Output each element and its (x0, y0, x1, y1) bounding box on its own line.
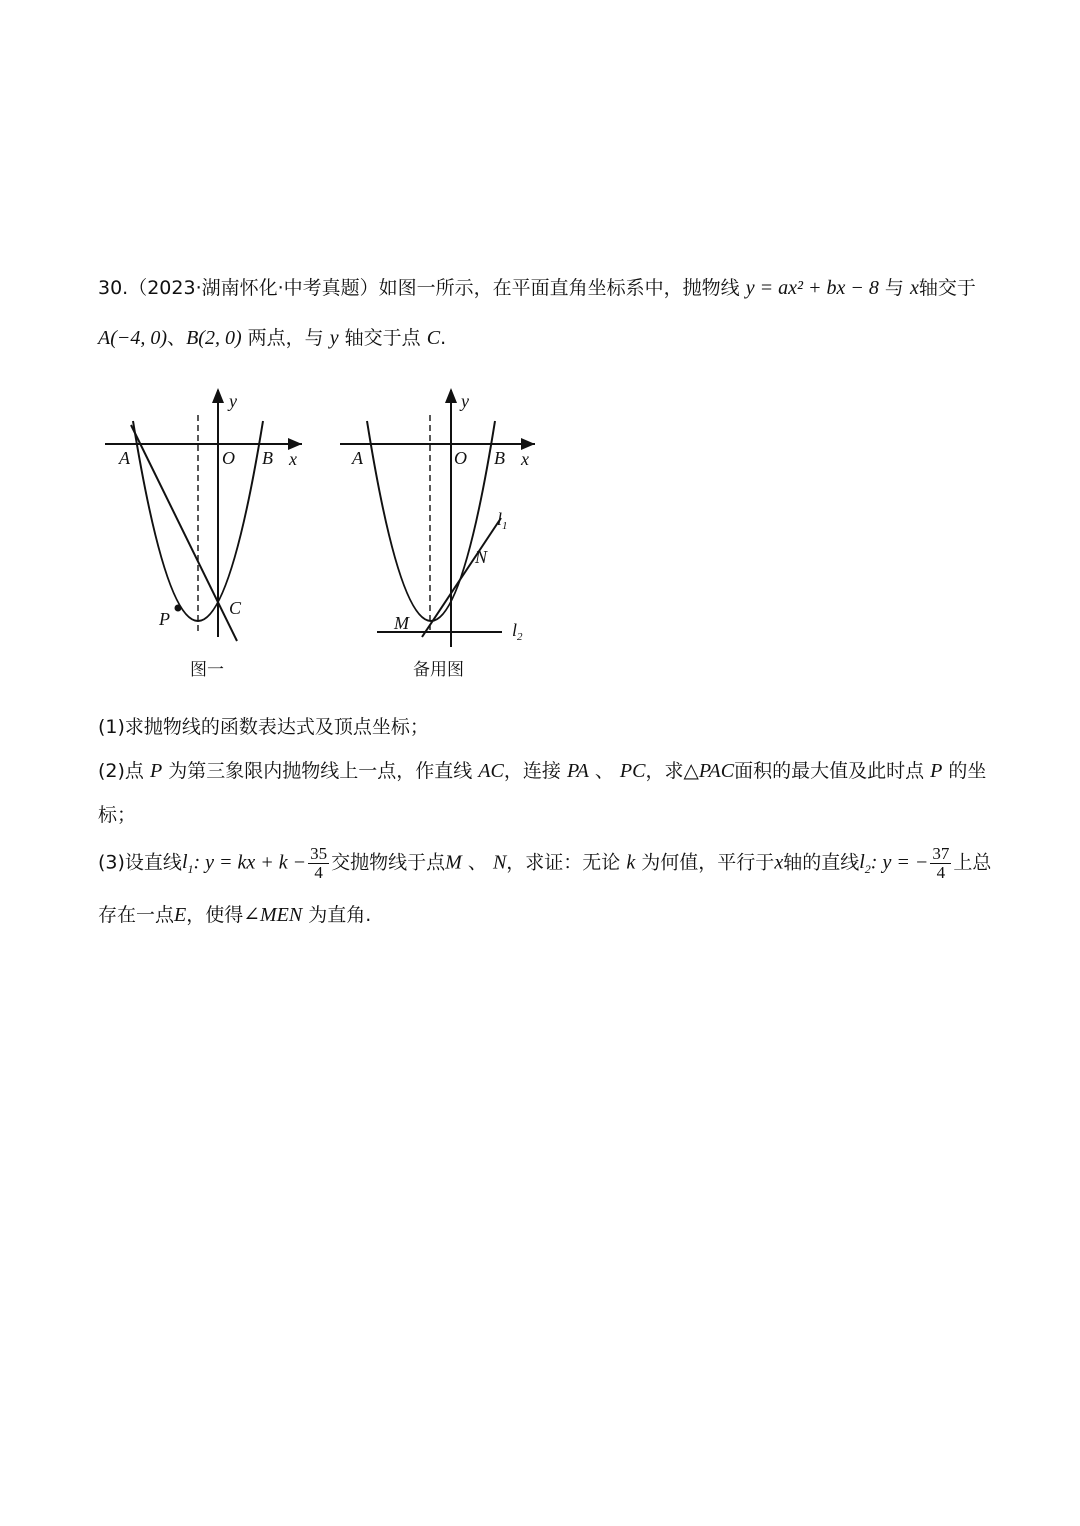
q2-triangle: △PAC (683, 760, 735, 782)
q1-text: 求抛物线的函数表达式及顶点坐标； (124, 716, 429, 738)
fig2-label-x: x (521, 449, 529, 469)
problem-intro-text-3: 轴交于 (918, 277, 976, 299)
q3-text-4: ，求证：无论 (506, 851, 621, 874)
q3-text-10: 为直角. (308, 904, 372, 926)
question-2-line-1 (98, 761, 986, 781)
fig2-label-l1: $l_1$ (497, 509, 508, 532)
q3-text-1: 设直线 (124, 851, 182, 874)
problem-line-1 (98, 278, 976, 298)
q2-text-1: 点 (124, 760, 144, 782)
problem-intro-text-2: 与 (884, 277, 904, 299)
point-b: B(2, 0) (186, 327, 242, 349)
q3-point-e: E (174, 904, 187, 926)
q3-text-5: 为何值，平行于 (641, 851, 775, 874)
fig2-label-l2: $l_2$ (512, 620, 523, 643)
point-c: C (426, 327, 441, 349)
problem-line-2 (98, 328, 446, 348)
q2-text-4: 、 (594, 760, 614, 782)
q3-line-l1: $l_1$ (181, 851, 194, 877)
question-1 (98, 718, 429, 737)
q3-fraction-35-4: $\frac{35}{4}$ (310, 844, 328, 882)
q3-line-l2: $l_2$ (859, 851, 871, 877)
fig2-parabola (367, 421, 495, 621)
q2-text-6: 面积的最大值及此时点 (734, 760, 925, 782)
question-3-line-2 (98, 905, 371, 925)
fig2-label-n: N (475, 547, 488, 567)
separator: 、 (167, 327, 187, 349)
q3-text-2: 交抛物线于点 (331, 851, 446, 874)
point-a: A(−4, 0) (98, 327, 168, 349)
q2-label: (2) (98, 760, 125, 782)
q3-text-6: 轴的直线 (783, 851, 860, 874)
q2-point-p-2: P (930, 760, 943, 782)
q3-label: (3) (98, 851, 125, 874)
q2-text-7: 的坐 (948, 760, 987, 782)
fig1-label-c: C (229, 598, 242, 618)
var-x: x (909, 277, 919, 299)
figure-1 (105, 388, 302, 680)
figure-2 (340, 388, 535, 680)
fig1-y-arrow (212, 388, 224, 403)
q3-equation-1: : y = kx + k − (193, 851, 307, 874)
q3-angle-men: ∠MEN (243, 904, 303, 926)
fig1-label-a: A (119, 448, 130, 468)
q3-point-n: N (492, 851, 507, 874)
q2-point-p: P (149, 760, 163, 782)
q3-var-x: x (774, 851, 784, 874)
q3-text-9: ，使得 (186, 904, 244, 926)
q3-text-8: 存在一点 (98, 904, 175, 926)
q3-text-3: 、 (467, 851, 487, 874)
q2-segment-pc: PC (619, 760, 646, 782)
fig1-label-o: O (222, 448, 235, 468)
problem-number: 30. (98, 277, 129, 299)
period: . (440, 327, 447, 349)
figures (95, 385, 555, 685)
problem-intro-text-5: 轴交于点 (344, 327, 421, 349)
fig2-label-y: y (461, 391, 469, 411)
q2-text-5: ，求 (645, 760, 684, 782)
fig2-caption: 备用图 (413, 660, 464, 680)
var-y: y (329, 327, 339, 349)
fig2-line-l1 (422, 518, 501, 637)
q3-point-m: M (445, 851, 462, 874)
problem-source: （2023·湖南怀化·中考真题） (128, 277, 379, 299)
fig1-point-p (175, 605, 182, 612)
problem-intro-text: 如图一所示，在平面直角坐标系中，抛物线 (378, 277, 740, 299)
q2-segment-pa: PA (566, 760, 589, 782)
fig2-label-b: B (494, 448, 505, 468)
fig2-label-m: M (394, 613, 409, 633)
q3-text-7: 上总 (953, 851, 992, 874)
q3-var-k: k (626, 851, 636, 874)
fig1-caption: 图一 (190, 660, 224, 680)
fig1-label-y: y (229, 391, 237, 411)
q2-text-3: ，连接 (503, 760, 561, 782)
q3-fraction-37-4: $\frac{37}{4}$ (932, 844, 950, 882)
question-2-line-2 (98, 806, 136, 825)
fig2-y-arrow (445, 388, 457, 403)
problem-intro-text-4: 两点，与 (247, 327, 324, 349)
fig1-label-b: B (262, 448, 273, 468)
q2-line-ac: AC (478, 760, 504, 782)
parabola-equation: y = ax² + bx − 8 (745, 277, 879, 299)
q2-text-2: 为第三象限内抛物线上一点，作直线 (168, 760, 473, 782)
q3-equation-2: : y = − (870, 851, 929, 874)
fig2-label-o: O (454, 448, 467, 468)
fig1-label-x: x (289, 449, 297, 469)
q1-label: (1) (98, 716, 125, 738)
fig1-label-p: P (159, 609, 170, 629)
fig2-label-a: A (352, 448, 363, 468)
q2-text-8: 标； (98, 804, 137, 826)
question-3-line-1 (98, 845, 991, 882)
